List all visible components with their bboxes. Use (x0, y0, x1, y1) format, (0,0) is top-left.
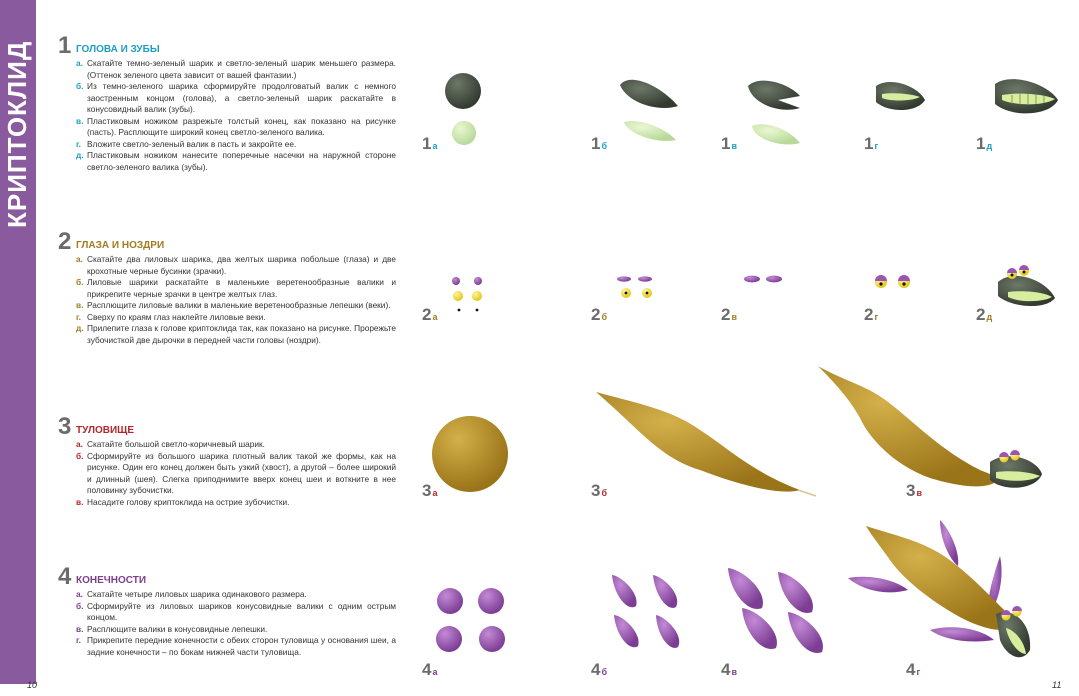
section-title: ТУЛОВИЩЕ (76, 425, 135, 436)
step-label-4d: 4г (906, 660, 921, 679)
step-text: Скатайте четыре лиловых шарика одинакового размера. (87, 589, 307, 599)
illustration-3a (432, 416, 508, 492)
step-letter: в. (76, 300, 84, 310)
illustration-2e (998, 265, 1055, 306)
illustration-2b (617, 276, 652, 298)
illustration-1b (620, 80, 678, 141)
step-letter: в. (76, 623, 84, 634)
step-label-4b: 4б (591, 660, 608, 679)
step-text: Из темно-зеленого шарика сформируйте продолговатый валик с немного заостренным концом (голова), а светло-зеленый шарик раскатайте в конусовидный валик (зубы). (87, 81, 396, 114)
section-number: 4 (58, 563, 72, 590)
step-label-3c: 3в (906, 481, 923, 500)
step-text: Пластиковым ножиком разрежьте толстый конец, как показано на рисунке (пасть). Расплющите широкий конец светло-зеленого валика. (87, 115, 396, 137)
side-title: КРИПТОКЛИД (2, 40, 32, 228)
step-text: Сформируйте из большого шарика плотный валик такой же формы, как на рисунке. Один его конец должен быть узкий (хвост), а другой – более широкий и длинный (шея). Слегка приподнимите вверх конец шеи и воткните в нее половинку зубочистки. (87, 450, 396, 495)
step-label-3a: 3а (422, 481, 438, 500)
step-text: Расплющите лиловые валики в маленькие веретенообразные лепешки (веки). (87, 300, 391, 310)
illustration-1d (876, 82, 925, 110)
illustration-3b (596, 392, 816, 496)
illustration-4a (436, 588, 505, 652)
step-letter: б. (76, 450, 84, 461)
step-text: Сформируйте из лиловых шариков конусовидные валики с одним острым концом. (87, 600, 396, 622)
step-text: Прикрепите передние конечности с обеих сторон туловища у основания шеи, а задние конечности – по бокам нижней части туловища. (87, 635, 396, 657)
illustration-4c (728, 568, 823, 653)
illustration-1e (995, 79, 1058, 113)
step-label-2c: 2в (721, 305, 738, 324)
section-number: 3 (58, 413, 72, 440)
step-letter: г. (76, 311, 81, 322)
step-letter: б. (76, 600, 84, 611)
step-label-1a: 1а (422, 134, 438, 153)
step-label-3b: 3б (591, 481, 608, 500)
section-title: ГОЛОВА И ЗУБЫ (76, 44, 160, 55)
page-number-right: 11 (1052, 680, 1062, 690)
step-letter: а. (76, 589, 83, 599)
step-letter: б. (76, 81, 84, 91)
illustration-3c (818, 366, 1042, 488)
step-letter: г. (76, 635, 81, 645)
step-letter: г. (76, 138, 81, 149)
illustration-4b (612, 575, 679, 648)
step-letter: а. (76, 254, 83, 264)
step-letter: а. (76, 439, 83, 449)
section-title: ГЛАЗА И НОЗДРИ (76, 240, 165, 251)
step-letter: а. (76, 58, 83, 68)
step-letter: д. (76, 150, 84, 160)
step-label-4a: 4а (422, 660, 438, 679)
section-number: 2 (58, 228, 72, 255)
step-label-1d: 1г (864, 134, 879, 153)
step-text: Насадите голову криптоклида на острие зубочистки. (87, 496, 290, 507)
step-label-1c: 1в (721, 134, 738, 153)
step-text: Расплющите валики в конусовидные лепешки. (87, 623, 268, 634)
step-text: Вложите светло-зеленый валик в пасть и закройте ее. (87, 138, 297, 149)
step-letter: д. (76, 323, 84, 333)
step-label-2a: 2а (422, 305, 438, 324)
step-text: Сверху по краям глаз наклейте лиловые веки. (87, 311, 266, 322)
step-label-1b: 1б (591, 134, 608, 153)
illustration-1c (748, 81, 800, 145)
step-text: Пластиковым ножиком нанесите поперечные насечки на наружной стороне светло-зеленого валика (зубы). (87, 150, 396, 172)
illustration-2a (452, 277, 482, 311)
step-text: Скатайте два лиловых шарика, два желтых шарика побольше (глаза) и две крохотные черные бусинки (зрачки). (87, 254, 396, 276)
step-text: Скатайте большой светло-коричневый шарик. (87, 439, 265, 449)
step-text: Лиловые шарики раскатайте в маленькие веретенообразные валики и прикрепите черные зрачки в центре желтых глаз. (87, 277, 396, 299)
illustration-2c (744, 276, 782, 283)
step-label-2b: 2б (591, 305, 608, 324)
step-letter: в. (76, 496, 84, 507)
step-text: Скатайте темно-зеленый шарик и светло-зеленый шарик меньшего размера. (Оттенок зеленого цвета зависит от вашей фантазии.) (87, 58, 396, 80)
step-label-2e: 2д (976, 305, 993, 324)
illustration-2d (875, 275, 910, 288)
illustration-4d (848, 520, 1030, 657)
step-label-4c: 4в (721, 660, 738, 679)
step-label-1e: 1д (976, 134, 993, 153)
section-number: 1 (58, 32, 72, 59)
step-label-2d: 2г (864, 305, 879, 324)
illustration-1a (445, 73, 481, 145)
step-text: Прилепите глаза к голове криптоклида так, как показано на рисунке. Прорежьте зубочисткой две дырочки в передней части головы (ноздри). (87, 323, 396, 345)
section-title: КОНЕЧНОСТИ (76, 575, 147, 586)
page-number-left: 10 (27, 680, 38, 690)
step-letter: в. (76, 115, 84, 126)
step-letter: б. (76, 277, 84, 287)
